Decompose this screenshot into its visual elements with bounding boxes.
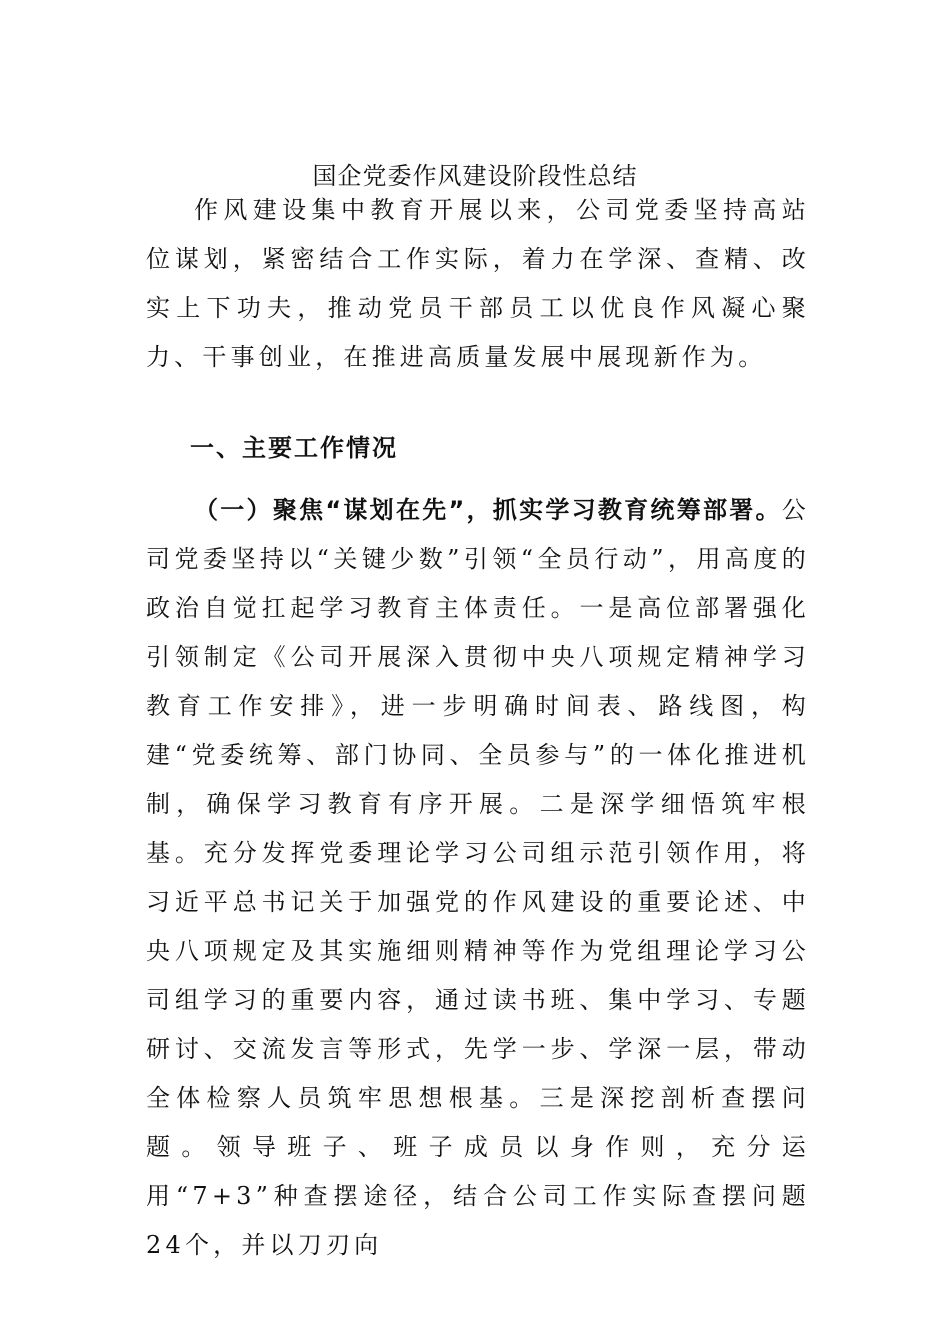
document-title: 国企党委作风建设阶段性总结 [312, 162, 638, 190]
subsection-body: 公司党委坚持以“关键少数”引领“全员行动”，用高度的政治自觉扛起学习教育主体责任。一是高位部署强化引领制定《公司开展深入贯彻中央八项规定精神学习教育工作安排》，进一步明确时间表、路线图，构建“党委统筹、部门协同、全员参与”的一体化推进机制，确保学习教育有序开展。二是深学细悟筑牢根基。充分发挥党委理论学习公司组示范引领作用，将习近平总书记关于加强党的作风建设的重要论述、中央八项规定及其实施细则精神等作为党组理论学习公司组学习的重要内容，通过读书班、集中学习、专题研讨、交流发言等形式，先学一步、学深一层，带动全体检察人员筑牢思想根基。三是深挖剖析查摆问题。领导班子、班子成员以身作则，充分运用“7+3”种查摆途径，结合公司工作实际查摆问题24个，并以刀刃向 [146, 496, 810, 1259]
intro-text: 作风建设集中教育开展以来，公司党委坚持高站位谋划，紧密结合工作实际，着力在学深、查精、改实上下功夫，推动党员干部员工以优良作风凝心聚力、干事创业，在推进高质量发展中展现新作为。 [146, 196, 810, 371]
subsection-paragraph [146, 486, 810, 1270]
subsection-text [146, 486, 810, 1270]
subsection-lead: （一）聚焦“谋划在先”，抓实学习教育统筹部署。 [194, 496, 782, 524]
intro-paragraph [146, 186, 810, 382]
section-heading: 一、主要工作情况 [190, 434, 398, 462]
